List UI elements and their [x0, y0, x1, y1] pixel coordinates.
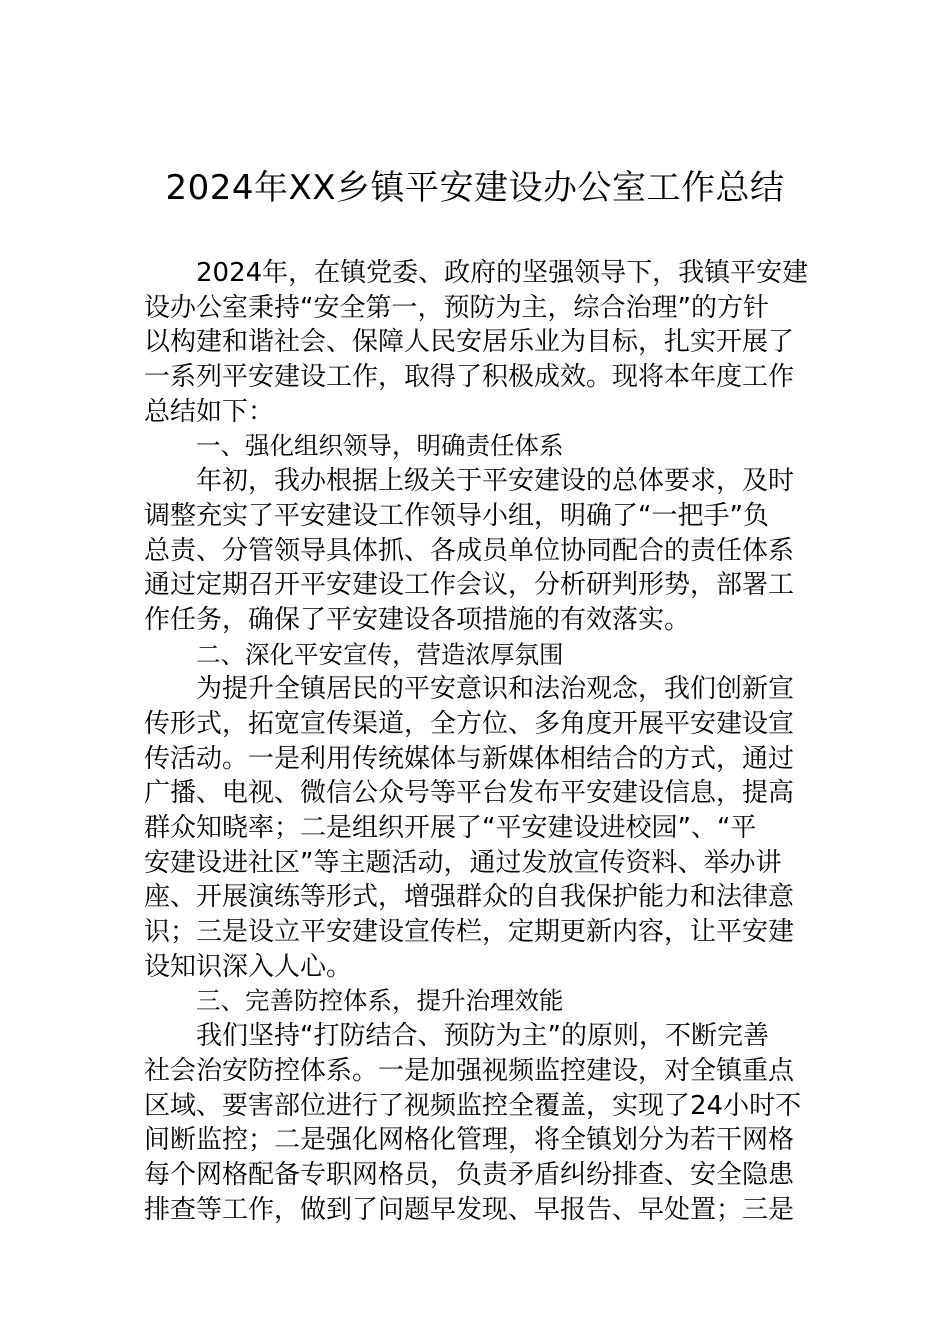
section-heading: 一、强化组织领导，明确责任体系: [196, 431, 564, 461]
paragraph-line: 传形式，拓宽宣传渠道，全方位、多角度开展平安建设宣: [144, 708, 795, 739]
paragraph-line: 群众知晓率；二是组织开展了“平安建设进校园”、“平: [144, 813, 757, 843]
paragraph-line: 一系列平安建设工作，取得了积极成效。现将本年度工作: [144, 362, 795, 393]
paragraph-line: 作任务，确保了平安建设各项措施的有效落实。: [144, 604, 691, 635]
paragraph-line: 区域、要害部位进行了视频监控全覆盖，实现了24小时不: [144, 1090, 802, 1121]
paragraph-line: 调整充实了平安建设工作领导小组，明确了“一把手”负: [144, 500, 769, 531]
section-heading: 三、完善防控体系，提升治理效能: [196, 986, 564, 1016]
paragraph-line: 社会治安防控体系。一是加强视频监控建设，对全镇重点: [144, 1055, 795, 1086]
paragraph-line: 总结如下：: [144, 396, 275, 427]
paragraph-line: 2024年，在镇党委、政府的坚强领导下，我镇平安建: [196, 258, 809, 288]
paragraph-line: 广播、电视、微信公众号等平台发布平安建设信息，提高: [144, 778, 795, 809]
paragraph-line: 识；三是设立平安建设宣传栏，定期更新内容，让平安建: [144, 917, 795, 948]
paragraph-line: 通过定期召开平安建设工作会议，分析研判形势，部署工: [144, 570, 795, 601]
paragraph-line: 安建设进社区”等主题活动，通过发放宣传资料、举办讲: [144, 847, 782, 878]
paragraph-line: 设办公室秉持“安全第一，预防为主，综合治理”的方针: [144, 292, 769, 323]
paragraph-line: 传活动。一是利用传统媒体与新媒体相结合的方式，通过: [144, 743, 795, 774]
document-body: [144, 256, 809, 1227]
paragraph-line: 年初，我办根据上级关于平安建设的总体要求，及时: [196, 466, 795, 497]
paragraph-line: 总责、分管领导具体抓、各成员单位协同配合的责任体系: [144, 535, 795, 566]
paragraph-line: 排查等工作，做到了问题早发现、早报告、早处置；三是: [144, 1194, 795, 1225]
paragraph-line: 为提升全镇居民的平安意识和法治观念，我们创新宣: [196, 674, 795, 705]
document-title: 2024年XX乡镇平安建设办公室工作总结: [165, 168, 785, 208]
paragraph-line: 每个网格配备专职网格员，负责矛盾纠纷排查、安全隐患: [144, 1159, 795, 1190]
paragraph-line: 座、开展演练等形式，增强群众的自我保护能力和法律意: [144, 882, 795, 913]
section-heading: 二、深化平安宣传，营造浓厚氛围: [196, 639, 564, 669]
paragraph-line: 以构建和谐社会、保障人民安居乐业为目标，扎实开展了: [144, 327, 795, 358]
paragraph-line: 间断监控；二是强化网格化管理，将全镇划分为若干网格: [144, 1125, 795, 1156]
paragraph-line: 设知识深入人心。: [144, 951, 353, 982]
paragraph-line: 我们坚持“打防结合、预防为主”的原则，不断完善: [196, 1021, 769, 1052]
